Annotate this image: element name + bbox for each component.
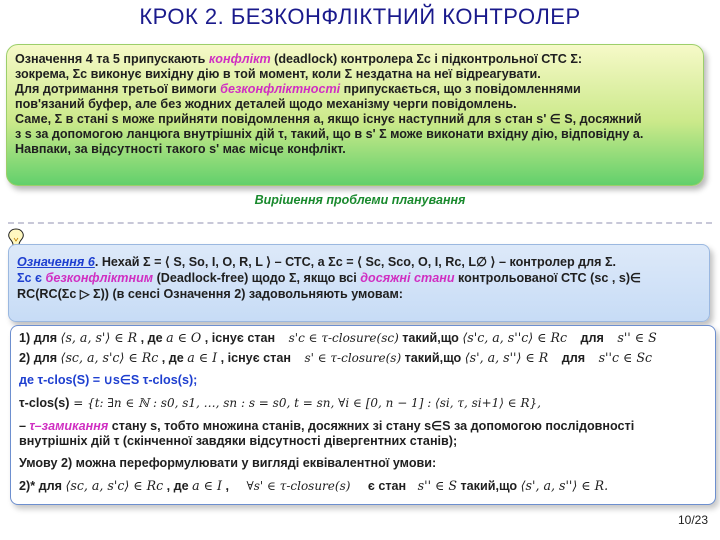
definition-line: RC(RC(Σc ▷ Σ)) (в сенсі Означення 2) задовольняють умовам: bbox=[17, 287, 403, 301]
tau-closure-explanation-cont: внутрішніх дій τ (скінченної завдяки відсутності дівергентних станів); bbox=[19, 434, 458, 448]
conditions-box bbox=[10, 325, 716, 505]
section-subtitle: Вирішення проблеми планування bbox=[254, 193, 466, 207]
condition-2: 2) для ⟨sc, a, s'c⟩ ∈ Rc , де a ∈ I , існує стан s' ∈ τ-closure(s) такий,що ⟨s', a, s''⟩ ∈ R для s''c ∈ Sc bbox=[19, 350, 653, 365]
slide-title: КРОК 2. БЕЗКОНФЛІКТНИЙ КОНТРОЛЕР bbox=[139, 4, 581, 29]
text-line: Для дотримання третьої вимоги безконфліктності припускається, що з повідомленнями bbox=[15, 82, 581, 96]
definition-6-box bbox=[8, 244, 710, 322]
tau-clos-set-definition: де τ-clos(S) = ∪s∈S τ-clos(s); bbox=[19, 373, 198, 387]
condition-1: 1) для ⟨s, a, s'⟩ ∈ R , де a ∈ O , існує стан s'c ∈ τ-closure(sc) такий,що ⟨s'c, a, s''c⟩ ∈ Rc для s'' ∈ S bbox=[19, 330, 657, 345]
text-line: зокрема, Σc виконує вихідну дію в той момент, коли Σ нездатна на неї відреагувати. bbox=[15, 67, 541, 81]
condition-2-star: 2)* для ⟨sc, a, s'c⟩ ∈ Rc , де a ∈ I , ∀s' ∈ τ-closure(s) є стан s'' ∈ S такий,що ⟨s', a, s''⟩ ∈ R. bbox=[19, 478, 609, 493]
tau-clos-state-definition: τ-clos(s) = {t: ∃n ∈ ℕ : s0, s1, …, sn : s = s0, t = sn, ∀i ∈ [0, n − 1] : ⟨si, τ, si+1⟩ ∈ R}, bbox=[19, 396, 541, 410]
text-line: пов'язаний буфер, але без жодних деталей щодо механізму черги повідомлень. bbox=[15, 97, 517, 111]
text-line: Саме, Σ в стані s може прийняти повідомлення a, якщо існує наступний для s стан s' ∈ S, досяжний bbox=[15, 112, 642, 126]
deadlock-explanation-box bbox=[6, 44, 704, 186]
text-line: Навпаки, за відсутності такого s' має місце конфлікт. bbox=[15, 142, 346, 156]
reformulation-intro: Умову 2) можна переформулювати у вигляді еквівалентної умови: bbox=[19, 456, 437, 470]
tau-closure-explanation: – τ–замикання стану s, тобто множина станів, досяжних зі стану s∈S за допомогою послідовності bbox=[19, 419, 635, 433]
page-number: 10/23 bbox=[677, 513, 708, 527]
definition-line: Σc є безконфліктним (Deadlock-free) щодо Σ, якщо всі досяжні стани контрольованої СТС (sc , s)∈ bbox=[17, 271, 641, 285]
definition-line: Означення 6. Нехай Σ = ⟨ S, So, I, O, R, L ⟩ – СТС, а Σc = ⟨ Sc, Sco, O, I, Rc, L∅ ⟩ – контролер для Σ. bbox=[17, 255, 617, 269]
text-line: з s за допомогою ланцюга внутрішніх дій τ, такий, що в s' Σ може виконати вхідну дію, відповідну a. bbox=[15, 127, 644, 141]
text-line: Означення 4 та 5 припускають конфлікт (deadlock) контролера Σc і підконтрольної СТС Σ: bbox=[15, 52, 583, 66]
divider bbox=[8, 222, 712, 224]
